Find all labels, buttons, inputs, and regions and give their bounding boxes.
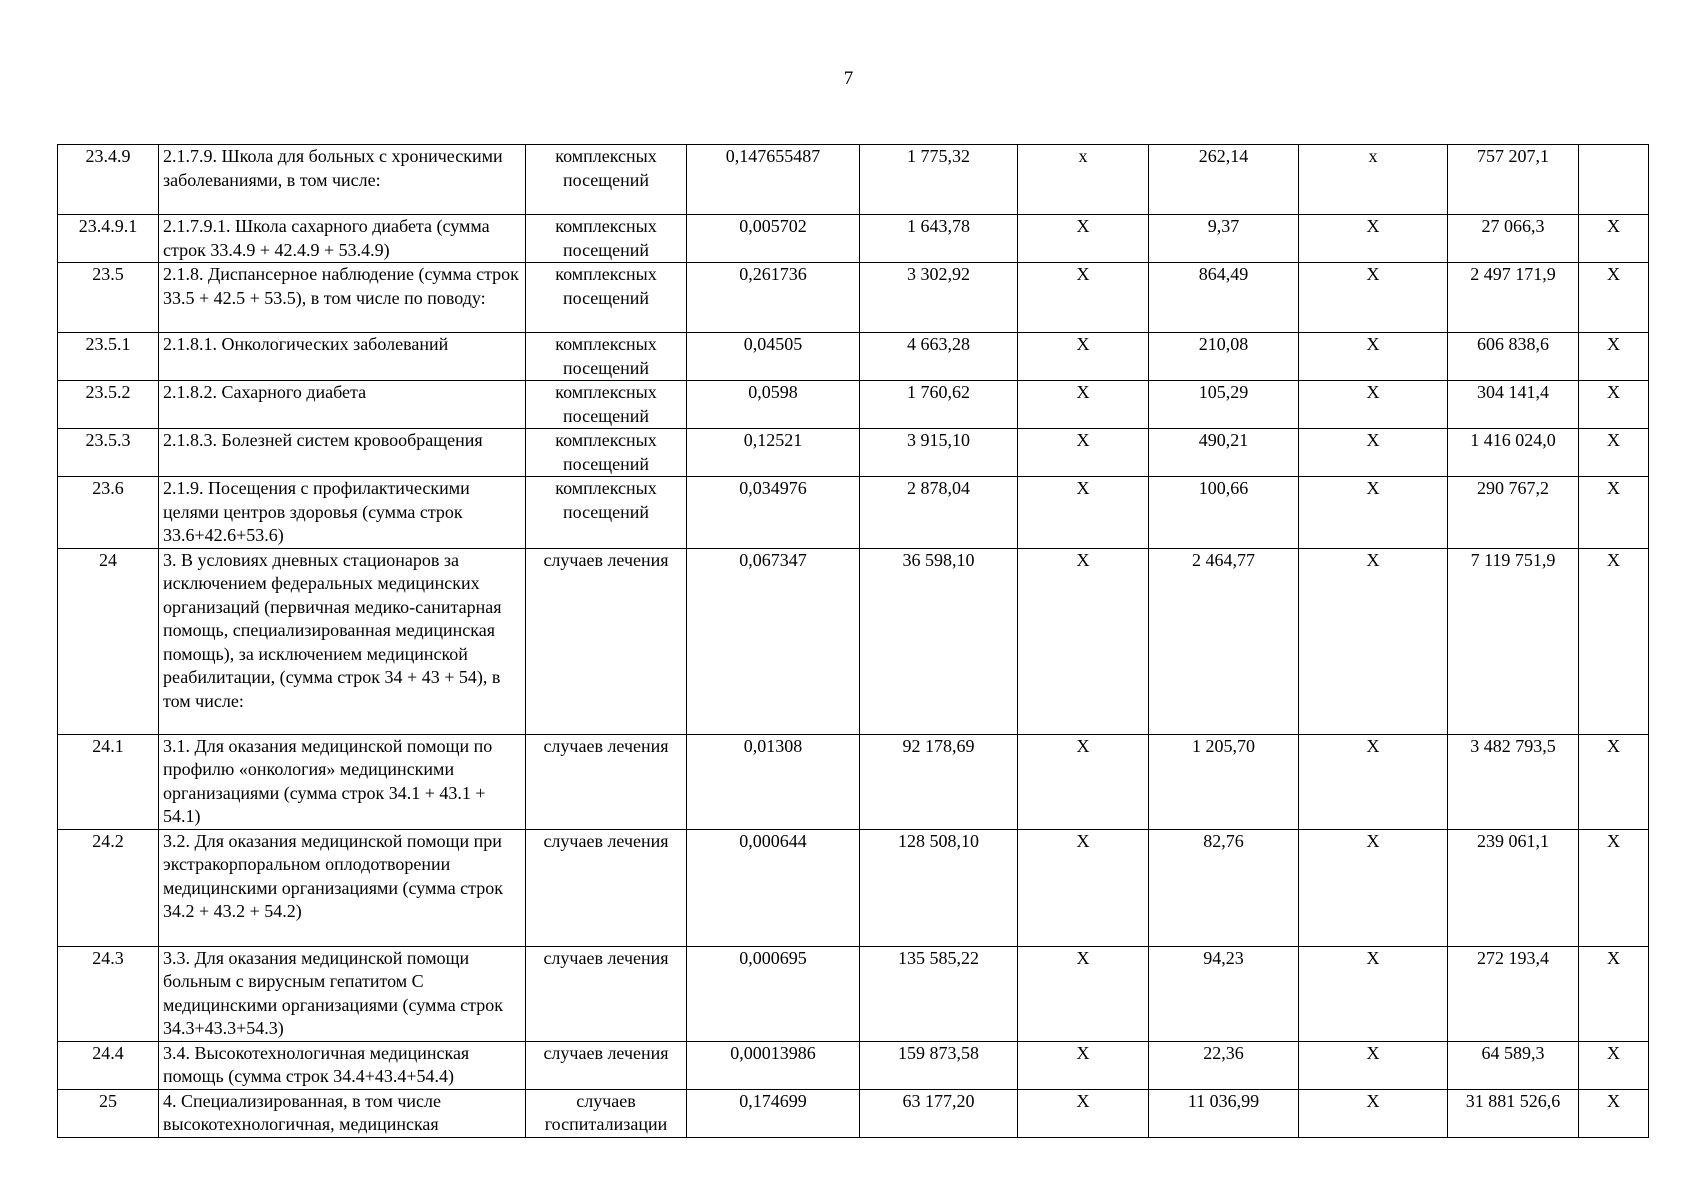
column-10-cell: Х — [1579, 381, 1649, 429]
column-9-cell: 239 061,1 — [1448, 829, 1579, 946]
column-8-cell: Х — [1299, 1089, 1448, 1137]
unit-cell: случаев госпитализации — [526, 1089, 687, 1137]
norm-cell: 0,000644 — [687, 829, 860, 946]
column-7-cell: 1 205,70 — [1149, 734, 1299, 829]
column-9-cell: 27 066,3 — [1448, 215, 1579, 263]
column-9-cell: 7 119 751,9 — [1448, 548, 1579, 734]
row-number-cell: 25 — [58, 1089, 159, 1137]
norm-cell: 0,034976 — [687, 477, 860, 549]
row-number-cell: 23.4.9.1 — [58, 215, 159, 263]
cost-cell: 135 585,22 — [860, 946, 1018, 1041]
norm-cell: 0,174699 — [687, 1089, 860, 1137]
column-6-cell: Х — [1018, 477, 1149, 549]
column-8-cell: Х — [1299, 477, 1448, 549]
column-9-cell: 757 207,1 — [1448, 145, 1579, 215]
column-6-cell: Х — [1018, 215, 1149, 263]
table-body — [58, 145, 1649, 1138]
cost-cell: 63 177,20 — [860, 1089, 1018, 1137]
column-8-cell: Х — [1299, 946, 1448, 1041]
indicator-name-cell: 3.4. Высокотехнологичная медицинская помощь (сумма строк 34.4+43.4+54.4) — [159, 1041, 526, 1089]
column-6-cell: Х — [1018, 381, 1149, 429]
indicator-name-cell: 2.1.7.9.1. Школа сахарного диабета (сумма строк 33.4.9 + 42.4.9 + 53.4.9) — [159, 215, 526, 263]
column-6-cell: Х — [1018, 829, 1149, 946]
indicator-name-cell: 2.1.8. Диспансерное наблюдение (сумма строк 33.5 + 42.5 + 53.5), в том числе по поводу: — [159, 263, 526, 333]
column-10-cell: Х — [1579, 946, 1649, 1041]
column-7-cell: 11 036,99 — [1149, 1089, 1299, 1137]
row-number-cell: 23.5.2 — [58, 381, 159, 429]
cost-cell: 159 873,58 — [860, 1041, 1018, 1089]
column-7-cell: 105,29 — [1149, 381, 1299, 429]
cost-cell: 1 760,62 — [860, 381, 1018, 429]
unit-cell: комплексных посещений — [526, 215, 687, 263]
norm-cell: 0,067347 — [687, 548, 860, 734]
column-8-cell: Х — [1299, 215, 1448, 263]
cost-cell: 3 915,10 — [860, 429, 1018, 477]
indicator-name-cell: 2.1.8.3. Болезней систем кровообращения — [159, 429, 526, 477]
table-row — [58, 548, 1649, 734]
column-9-cell: 606 838,6 — [1448, 333, 1579, 381]
table-row — [58, 333, 1649, 381]
row-number-cell: 24 — [58, 548, 159, 734]
column-10-cell: Х — [1579, 263, 1649, 333]
column-9-cell: 31 881 526,6 — [1448, 1089, 1579, 1137]
indicator-name-cell: 3.1. Для оказания медицинской помощи по профилю «онкология» медицинскими организациями (сумма строк 34.1 + 43.1 + 54.1) — [159, 734, 526, 829]
table-row — [58, 263, 1649, 333]
table-row — [58, 477, 1649, 549]
column-10-cell: Х — [1579, 734, 1649, 829]
column-9-cell: 304 141,4 — [1448, 381, 1579, 429]
column-10-cell: Х — [1579, 429, 1649, 477]
column-6-cell: Х — [1018, 1041, 1149, 1089]
column-9-cell: 1 416 024,0 — [1448, 429, 1579, 477]
column-6-cell: Х — [1018, 263, 1149, 333]
unit-cell: комплексных посещений — [526, 429, 687, 477]
cost-cell: 128 508,10 — [860, 829, 1018, 946]
indicator-name-cell: 3.3. Для оказания медицинской помощи больным с вирусным гепатитом С медицинскими организациями (сумма строк 34.3+43.3+54.3) — [159, 946, 526, 1041]
unit-cell: случаев лечения — [526, 829, 687, 946]
unit-cell: случаев лечения — [526, 1041, 687, 1089]
column-7-cell: 82,76 — [1149, 829, 1299, 946]
column-7-cell: 210,08 — [1149, 333, 1299, 381]
column-6-cell: Х — [1018, 1089, 1149, 1137]
table-row — [58, 381, 1649, 429]
norm-cell: 0,0598 — [687, 381, 860, 429]
unit-cell: случаев лечения — [526, 946, 687, 1041]
column-8-cell: x — [1299, 145, 1448, 215]
unit-cell: комплексных посещений — [526, 263, 687, 333]
column-8-cell: Х — [1299, 333, 1448, 381]
cost-cell: 1 775,32 — [860, 145, 1018, 215]
column-8-cell: Х — [1299, 734, 1448, 829]
column-10-cell: Х — [1579, 1041, 1649, 1089]
column-10-cell — [1579, 145, 1649, 215]
row-number-cell: 23.4.9 — [58, 145, 159, 215]
unit-cell: случаев лечения — [526, 548, 687, 734]
row-number-cell: 24.3 — [58, 946, 159, 1041]
table-row — [58, 946, 1649, 1041]
column-8-cell: Х — [1299, 429, 1448, 477]
column-9-cell: 3 482 793,5 — [1448, 734, 1579, 829]
unit-cell: случаев лечения — [526, 734, 687, 829]
table-row — [58, 145, 1649, 215]
row-number-cell: 24.1 — [58, 734, 159, 829]
column-10-cell: Х — [1579, 1089, 1649, 1137]
column-10-cell: Х — [1579, 548, 1649, 734]
medical-care-table — [57, 144, 1649, 1138]
column-6-cell: x — [1018, 145, 1149, 215]
column-9-cell: 64 589,3 — [1448, 1041, 1579, 1089]
column-9-cell: 2 497 171,9 — [1448, 263, 1579, 333]
column-8-cell: Х — [1299, 829, 1448, 946]
row-number-cell: 24.2 — [58, 829, 159, 946]
indicator-name-cell: 2.1.8.2. Сахарного диабета — [159, 381, 526, 429]
cost-cell: 92 178,69 — [860, 734, 1018, 829]
norm-cell: 0,005702 — [687, 215, 860, 263]
norm-cell: 0,000695 — [687, 946, 860, 1041]
column-9-cell: 272 193,4 — [1448, 946, 1579, 1041]
indicator-name-cell: 2.1.8.1. Онкологических заболеваний — [159, 333, 526, 381]
table-row — [58, 215, 1649, 263]
cost-cell: 1 643,78 — [860, 215, 1018, 263]
column-7-cell: 94,23 — [1149, 946, 1299, 1041]
column-9-cell: 290 767,2 — [1448, 477, 1579, 549]
row-number-cell: 24.4 — [58, 1041, 159, 1089]
row-number-cell: 23.5.3 — [58, 429, 159, 477]
column-6-cell: Х — [1018, 429, 1149, 477]
column-8-cell: Х — [1299, 1041, 1448, 1089]
norm-cell: 0,04505 — [687, 333, 860, 381]
table-row — [58, 1089, 1649, 1137]
column-10-cell: Х — [1579, 477, 1649, 549]
column-6-cell: Х — [1018, 548, 1149, 734]
cost-cell: 3 302,92 — [860, 263, 1018, 333]
cost-cell: 36 598,10 — [860, 548, 1018, 734]
column-7-cell: 262,14 — [1149, 145, 1299, 215]
table-row — [58, 734, 1649, 829]
indicator-name-cell: 3. В условиях дневных стационаров за исключением федеральных медицинских организаций (первичная медико-санитарная помощь, специализированная медицинская помощь), за исключением медицинской реабилитации, (сумма строк 34 + 43 + 54), в том числе: — [159, 548, 526, 734]
table-row — [58, 1041, 1649, 1089]
column-8-cell: Х — [1299, 381, 1448, 429]
column-10-cell: Х — [1579, 829, 1649, 946]
column-6-cell: Х — [1018, 734, 1149, 829]
table-row — [58, 829, 1649, 946]
norm-cell: 0,147655487 — [687, 145, 860, 215]
column-7-cell: 100,66 — [1149, 477, 1299, 549]
column-7-cell: 2 464,77 — [1149, 548, 1299, 734]
column-7-cell: 864,49 — [1149, 263, 1299, 333]
row-number-cell: 23.6 — [58, 477, 159, 549]
cost-cell: 2 878,04 — [860, 477, 1018, 549]
column-10-cell: Х — [1579, 215, 1649, 263]
page-number: 7 — [843, 68, 854, 89]
indicator-name-cell: 2.1.7.9. Школа для больных с хроническими заболеваниями, в том числе: — [159, 145, 526, 215]
unit-cell: комплексных посещений — [526, 145, 687, 215]
column-8-cell: Х — [1299, 263, 1448, 333]
column-10-cell: Х — [1579, 333, 1649, 381]
column-6-cell: Х — [1018, 333, 1149, 381]
column-8-cell: Х — [1299, 548, 1448, 734]
norm-cell: 0,261736 — [687, 263, 860, 333]
indicator-name-cell: 4. Специализированная, в том числе высокотехнологичная, медицинская — [159, 1089, 526, 1137]
column-7-cell: 9,37 — [1149, 215, 1299, 263]
table-row — [58, 429, 1649, 477]
norm-cell: 0,01308 — [687, 734, 860, 829]
norm-cell: 0,00013986 — [687, 1041, 860, 1089]
column-7-cell: 22,36 — [1149, 1041, 1299, 1089]
cost-cell: 4 663,28 — [860, 333, 1018, 381]
column-7-cell: 490,21 — [1149, 429, 1299, 477]
norm-cell: 0,12521 — [687, 429, 860, 477]
row-number-cell: 23.5.1 — [58, 333, 159, 381]
column-6-cell: Х — [1018, 946, 1149, 1041]
unit-cell: комплексных посещений — [526, 477, 687, 549]
indicator-name-cell: 2.1.9. Посещения с профилактическими целями центров здоровья (сумма строк 33.6+42.6+53.6) — [159, 477, 526, 549]
row-number-cell: 23.5 — [58, 263, 159, 333]
unit-cell: комплексных посещений — [526, 333, 687, 381]
unit-cell: комплексных посещений — [526, 381, 687, 429]
indicator-name-cell: 3.2. Для оказания медицинской помощи при экстракорпоральном оплодотворении медицинскими организациями (сумма строк 34.2 + 43.2 + 54.2) — [159, 829, 526, 946]
